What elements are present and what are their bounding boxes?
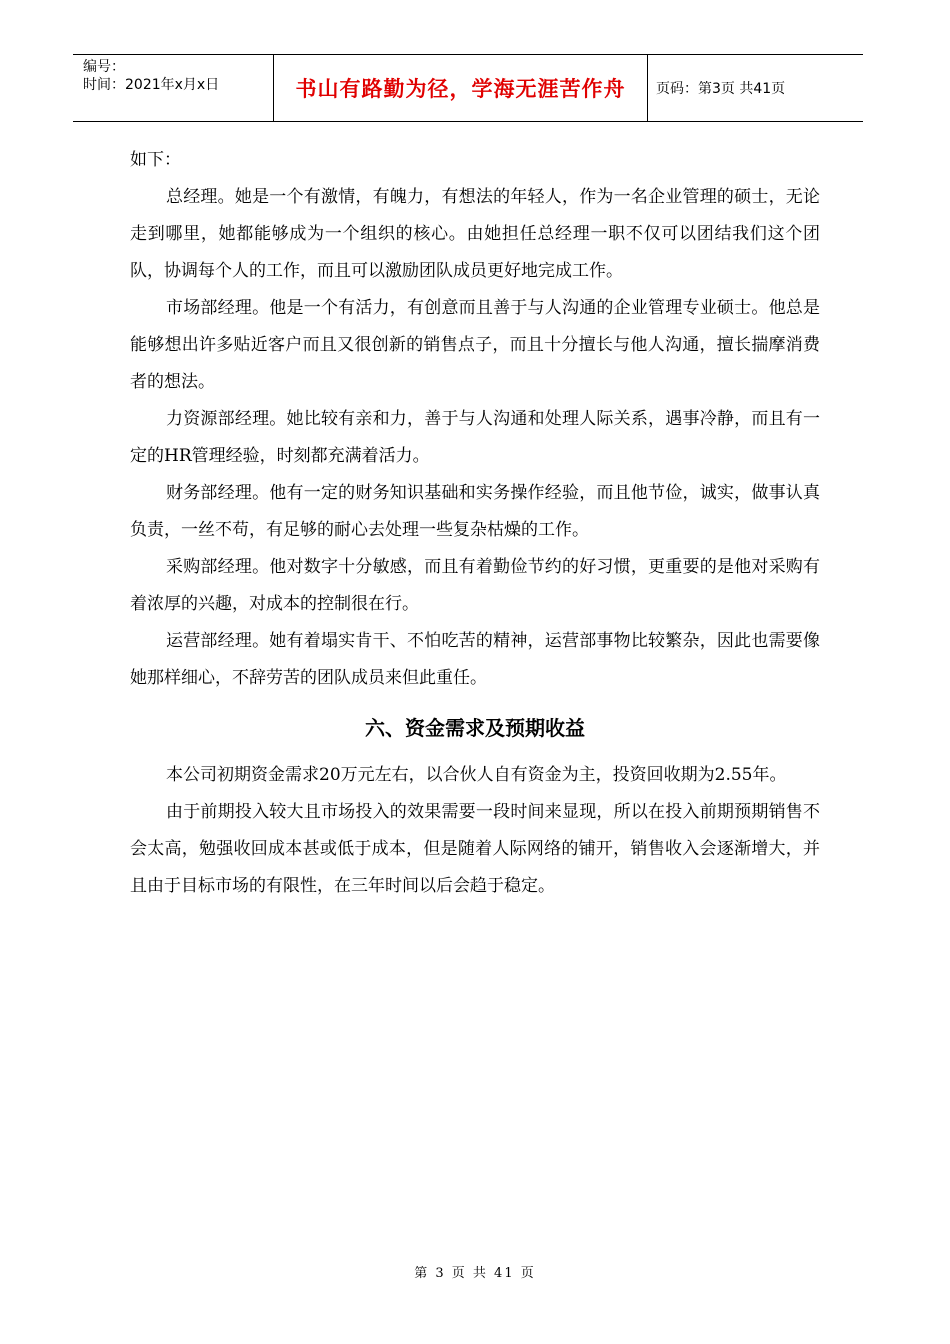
document-number-label: 编号： xyxy=(83,59,125,75)
header-motto: 书山有路勤为径，学海无涯苦作舟 xyxy=(274,55,648,121)
paragraph-marketing-manager: 市场部经理。他是一个有活力，有创意而且善于与人沟通的企业管理专业硕士。他总是能够想出许多贴近客户而且又很创新的销售点子，而且十分擅长与他人沟通，擅长揣摩消费者的想法。 xyxy=(130,298,820,392)
document-body xyxy=(130,142,820,905)
document-time: 时间：2021年x月x日 xyxy=(83,77,220,93)
paragraph-finance-manager: 财务部经理。他有一定的财务知识基础和实务操作经验，而且他节俭，诚实，做事认真负责，一丝不苟，有足够的耐心去处理一些复杂枯燥的工作。 xyxy=(130,483,820,540)
paragraph-hr-manager: 力资源部经理。她比较有亲和力，善于与人沟通和处理人际关系，遇事冷静，而且有一定的HR管理经验，时刻都充满着活力。 xyxy=(130,409,820,466)
page-footer: 第 3 页 共 41 页 xyxy=(414,1266,536,1281)
header-page-info: 页码：第3页 共41页 xyxy=(656,81,786,97)
intro-line: 如下： xyxy=(130,150,181,170)
header-meta xyxy=(73,55,274,121)
page-header xyxy=(73,54,863,122)
paragraph-expected-returns: 由于前期投入较大且市场投入的效果需要一段时间来显现，所以在投入前期预期销售不会太高，勉强收回成本甚或低于成本，但是随着人际网络的铺开，销售收入会逐渐增大，并且由于目标市场的有限性，在三年时间以后会趋于稳定。 xyxy=(130,802,820,896)
paragraph-general-manager: 总经理。她是一个有激情，有魄力，有想法的年轻人，作为一名企业管理的硕士，无论走到哪里，她都能够成为一个组织的核心。由她担任总经理一职不仅可以团结我们这个团队，协调每个人的工作，而且可以激励团队成员更好地完成工作。 xyxy=(130,187,820,281)
paragraph-operations-manager: 运营部经理。她有着塌实肯干、不怕吃苦的精神，运营部事物比较繁杂，因此也需要像她那样细心，不辞劳苦的团队成员来但此重任。 xyxy=(130,631,820,688)
paragraph-funding-needs: 本公司初期资金需求20万元左右，以合伙人自有资金为主，投资回收期为2.55年。 xyxy=(166,765,787,785)
section-title: 六、资金需求及预期收益 xyxy=(365,716,585,740)
paragraph-procurement-manager: 采购部经理。他对数字十分敏感，而且有着勤俭节约的好习惯，更重要的是他对采购有着浓厚的兴趣，对成本的控制很在行。 xyxy=(130,557,820,614)
